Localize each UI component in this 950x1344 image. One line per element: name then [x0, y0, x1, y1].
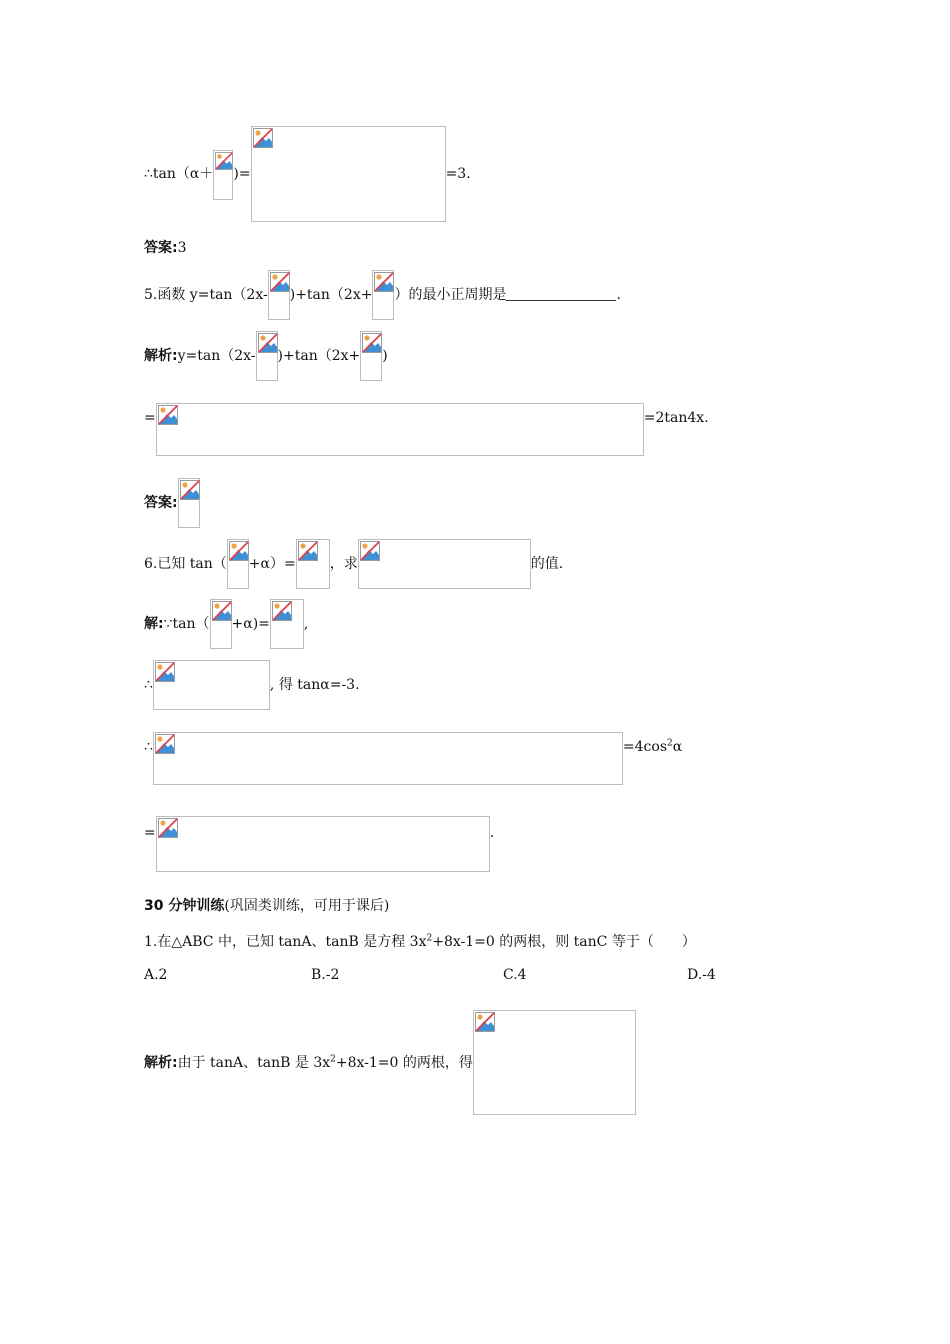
image-placeholder-icon	[258, 333, 278, 353]
formula-image	[358, 539, 531, 589]
text: ∴	[144, 677, 153, 693]
formula-image	[213, 150, 233, 200]
text: y=tan（2x-	[177, 348, 256, 364]
formula-image	[256, 331, 278, 381]
text: )	[382, 348, 388, 364]
text: =	[144, 410, 156, 426]
solution-6-step2	[144, 732, 682, 785]
text: )+tan（2x+	[289, 287, 373, 303]
text	[144, 934, 696, 950]
line-tan-alpha	[144, 126, 471, 222]
image-placeholder-icon	[155, 734, 175, 754]
text: =2tan4x.	[643, 410, 709, 426]
text: , 得 tanα=-3.	[269, 677, 360, 693]
section-note: (巩固类训练，可用于课后)	[224, 898, 390, 914]
text: +α）=	[248, 556, 296, 572]
formula-image	[270, 599, 304, 649]
image-placeholder-icon	[215, 152, 233, 170]
text: 5.函数 y=tan（2x-	[144, 287, 268, 303]
formula-image	[296, 539, 330, 589]
problem-5	[144, 270, 621, 320]
answer-label: 答案:	[144, 240, 178, 256]
text: =	[144, 825, 156, 841]
formula-image	[227, 539, 249, 589]
answer-value: 3	[177, 240, 187, 256]
image-placeholder-icon	[298, 541, 318, 561]
formula-image	[473, 1010, 636, 1115]
solution-6	[144, 599, 308, 649]
problem-6	[144, 539, 563, 589]
text: .	[616, 287, 621, 303]
superscript: 2	[330, 1054, 336, 1065]
text: +8x-1=0 的两根，则 tanC 等于（ ）	[432, 934, 696, 950]
option-c: C.4	[503, 967, 527, 983]
text: =3.	[445, 166, 471, 182]
section-title	[144, 896, 389, 914]
image-placeholder-icon	[158, 818, 178, 838]
formula-image	[268, 270, 290, 320]
text: ∴tan（α＋	[144, 166, 214, 182]
image-placeholder-icon	[180, 480, 200, 500]
image-placeholder-icon	[155, 662, 175, 682]
text: ∴	[144, 739, 153, 755]
image-placeholder-icon	[229, 541, 249, 561]
text: .	[489, 825, 495, 841]
text: )+tan（2x+	[277, 348, 361, 364]
solution-label: 解:	[144, 616, 164, 632]
text: )=	[233, 166, 251, 182]
analysis-label: 解析:	[144, 1055, 178, 1071]
text: 1.在△ABC 中，已知 tanA、tanB 是方程 3x	[144, 934, 427, 950]
analysis-label: 解析:	[144, 348, 178, 364]
text: ）的最小正周期是	[394, 287, 507, 303]
text	[178, 1055, 473, 1071]
text: 的值.	[530, 556, 564, 572]
analysis-1	[144, 1010, 636, 1115]
formula-image	[372, 270, 394, 320]
image-placeholder-icon	[212, 601, 232, 621]
text: +α)=	[231, 616, 270, 632]
answer-blank	[506, 286, 616, 301]
text: ,	[303, 616, 309, 632]
formula-image	[153, 732, 623, 785]
problem-1	[144, 932, 696, 950]
image-placeholder-icon	[158, 405, 178, 425]
image-placeholder-icon	[253, 128, 273, 148]
image-placeholder-icon	[272, 601, 292, 621]
text: α	[672, 739, 683, 755]
answer-label: 答案:	[144, 495, 178, 511]
solution-6-step3	[144, 816, 494, 872]
section-heading: 30 分钟训练	[144, 898, 225, 914]
option-b: B.-2	[311, 967, 340, 983]
option-a: A.2	[144, 967, 168, 983]
text	[623, 739, 682, 755]
answer-line-5	[144, 478, 200, 528]
text: ∵tan（	[163, 616, 210, 632]
formula-image	[178, 478, 200, 528]
image-placeholder-icon	[475, 1012, 495, 1032]
text: 由于 tanA、tanB 是 3x	[177, 1055, 331, 1071]
analysis-5	[144, 331, 388, 381]
answer-line	[144, 238, 187, 256]
solution-6-step1	[144, 660, 360, 710]
formula-image	[360, 331, 382, 381]
superscript: 2	[426, 933, 433, 944]
image-placeholder-icon	[360, 541, 380, 561]
formula-image	[156, 816, 490, 872]
text: ，求	[329, 556, 358, 572]
image-placeholder-icon	[374, 272, 394, 292]
superscript: 2	[667, 738, 673, 749]
text: +8x-1=0 的两根，得	[335, 1055, 473, 1071]
formula-image	[153, 660, 270, 710]
formula-image	[210, 599, 232, 649]
text: 6.已知 tan（	[144, 556, 227, 572]
text: =4cos	[622, 739, 668, 755]
image-placeholder-icon	[362, 333, 382, 353]
formula-image	[251, 126, 446, 222]
analysis-5-result	[144, 403, 709, 456]
option-d: D.-4	[687, 967, 716, 983]
formula-image	[156, 403, 644, 456]
image-placeholder-icon	[270, 272, 290, 292]
